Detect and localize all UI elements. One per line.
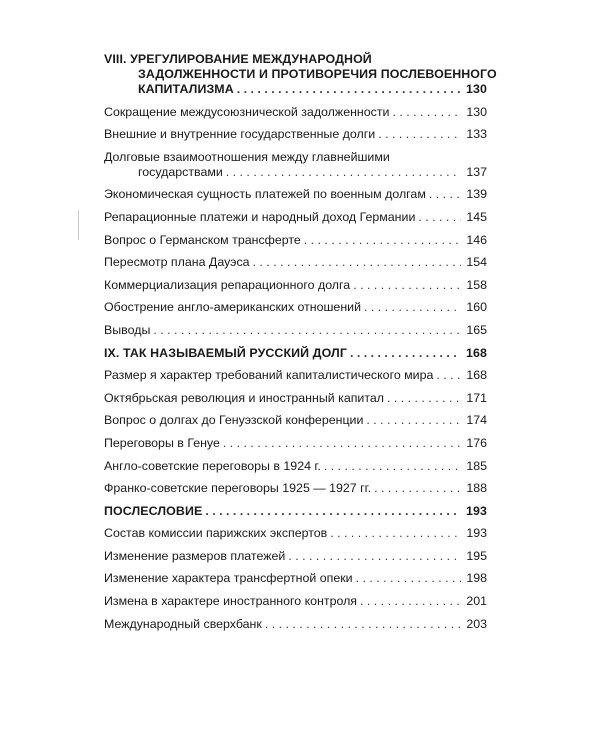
toc-chapter-viii-line-1: VIII. УРЕГУЛИРОВАНИЕ МЕЖДУНАРОДНОЙ [104,52,372,66]
toc-entry [104,549,487,564]
toc-page-number: 176 [466,435,487,450]
leader-dots [265,617,461,632]
toc-entry [104,413,487,428]
leader-dots [226,165,461,180]
toc-entry-title: Сокращение междусоюзнической задолженности [104,104,390,119]
toc-entry-title: Вопрос о долгах до Генуэзской конференции [104,413,364,428]
toc-entry-title: КАПИТАЛИЗМА [138,82,234,96]
toc-entry-title: Вопрос о Германском трансферте [104,232,301,247]
toc-page-number: 174 [466,413,487,428]
toc-page-number: 130 [466,82,487,96]
toc-entry-title: Выводы [104,322,151,337]
toc-entry-title: Изменение характера трансфертной опеки [104,571,353,586]
toc-chapter-viii-line-2: ЗАДОЛЖЕННОСТИ И ПРОТИВОРЕЧИЯ ПОСЛЕВОЕННОГО [138,67,497,81]
toc-page-number: 188 [466,481,487,496]
leader-dots [153,323,461,338]
leader-dots [324,459,461,474]
leader-dots [350,346,461,361]
toc-chapter-ix [104,346,487,361]
leader-dots [205,504,461,519]
toc-entry-title: Изменение размеров платежей [104,548,286,563]
toc-page-number: 130 [466,104,487,119]
toc-page-number: 201 [466,594,487,609]
toc-entry [104,255,487,270]
toc-page-number: 133 [466,127,487,142]
toc-entry [104,105,487,120]
page-edge-mark [78,210,79,240]
toc-afterword [104,504,487,519]
toc-page-number: 195 [466,548,487,563]
toc-page-number: 185 [466,458,487,473]
leader-dots [392,105,461,120]
toc-entry-title: Октябрьская революция и иностранный капитал [104,390,384,405]
leader-dots [356,571,461,586]
toc-page-number: 154 [466,255,487,270]
toc-entry [104,459,487,474]
leader-dots [378,127,461,142]
leader-dots [360,594,461,609]
toc-page-number: 146 [466,232,487,247]
toc-page-number: 168 [466,345,487,360]
toc-entry [104,233,487,248]
toc-page-number: 203 [466,616,487,631]
toc-entry-title: IX. ТАК НАЗЫВАЕМЫЙ РУССКИЙ ДОЛГ [104,345,347,360]
toc-entry-title: Измена в характере иностранного контроля [104,594,358,609]
toc-entry-title: Состав комиссии парижских экспертов [104,526,328,541]
toc-entry-title: Англо-советские переговоры в 1924 г. [104,458,321,473]
leader-dots [387,391,461,406]
toc-entry [104,594,487,609]
toc-entry [104,391,487,406]
toc-page-number: 137 [466,164,487,179]
leader-dots [374,481,461,496]
leader-dots [304,233,461,248]
leader-dots [353,278,461,293]
toc-page-number: 171 [466,390,487,405]
toc-chapter-viii [104,52,497,97]
leader-dots [429,187,461,202]
leader-dots [223,436,461,451]
toc-entry [104,526,487,541]
toc-page-number: 158 [466,277,487,292]
toc-entry-title: Пересмотр плана Дауэса [104,255,250,270]
leader-dots [366,413,461,428]
toc-entry [104,300,487,315]
toc-entry-title: государствами [138,164,223,179]
leader-dots [418,210,461,225]
toc-entry [104,127,487,142]
toc-entry [104,481,487,496]
toc-entry [104,187,487,202]
toc-entry [104,368,487,383]
toc-entry-title: Переговоры в Генуе [104,435,220,450]
toc-entry-title: ПОСЛЕСЛОВИЕ [104,503,203,518]
toc-entry [104,278,487,293]
toc-page-number: 193 [466,503,487,518]
toc-page-number: 198 [466,571,487,586]
leader-dots [237,82,461,97]
toc-page-number: 165 [466,322,487,337]
toc-entry [104,571,487,586]
toc-page-number: 139 [466,187,487,202]
toc-entry-title: Франко-советские переговоры 1925 — 1927 гг. [104,481,372,496]
leader-dots [330,526,461,541]
toc-entry [104,617,487,632]
toc-entry-title: Репарационные платежи и народный доход Германии [104,209,416,224]
leader-dots [364,300,461,315]
toc-entry [104,210,487,225]
toc-page-number: 168 [466,368,487,383]
toc-entry [104,323,487,338]
toc-entry-title: Международный сверхбанк [104,616,262,631]
toc-entry-title: Размер я характер требований капиталистического мира [104,368,434,383]
toc-page-number: 145 [466,209,487,224]
table-of-contents [104,52,497,639]
leader-dots [288,549,461,564]
toc-entry [104,150,487,180]
toc-entry-title: Экономическая сущность платежей по военным долгам [104,187,426,202]
toc-page-number: 160 [466,300,487,315]
toc-entry-title: Коммерциализация репарационного долга [104,277,351,292]
toc-entry-title-line-1: Долговые взаимоотношения между главнейшими [104,149,390,164]
toc-page-number: 193 [466,526,487,541]
leader-dots [253,255,461,270]
leader-dots [436,368,461,383]
toc-entry [104,436,487,451]
toc-entry-title: Внешние и внутренние государственные долги [104,127,376,142]
toc-entry-title: Обострение англо-американских отношений [104,300,362,315]
